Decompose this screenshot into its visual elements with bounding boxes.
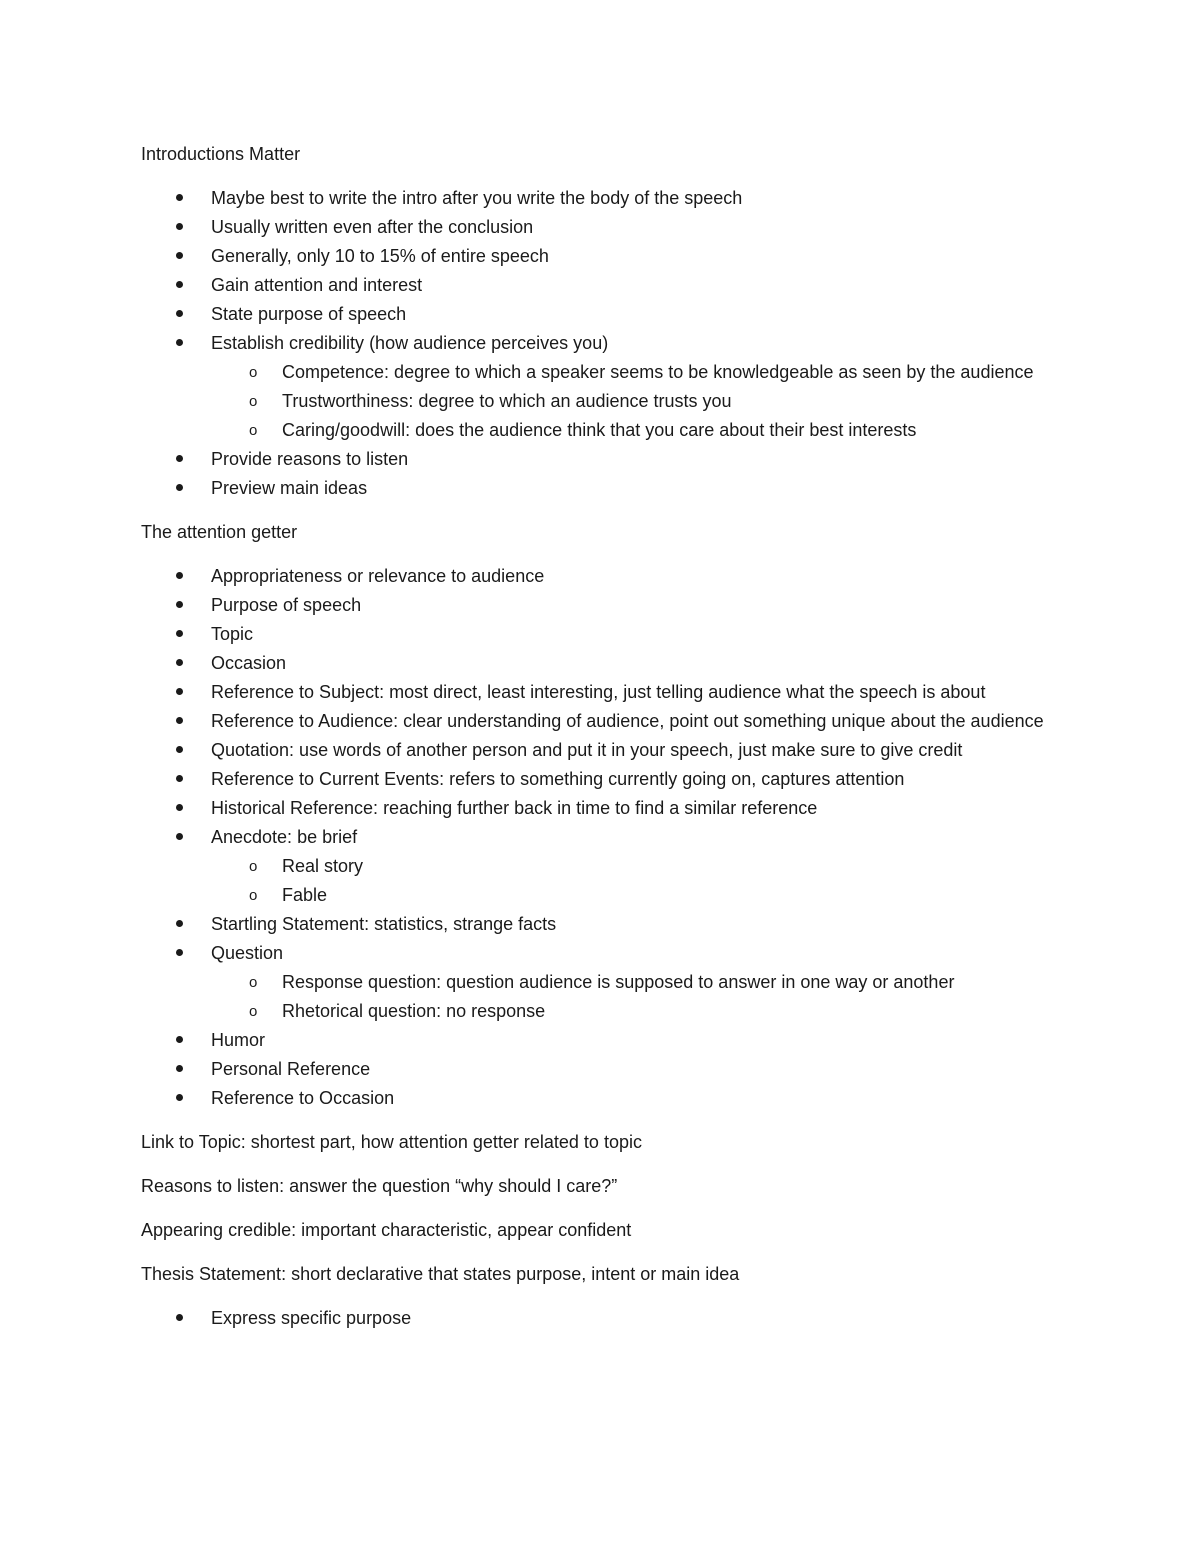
bullet-icon	[174, 939, 184, 968]
list-item: Generally, only 10 to 15% of entire speech	[141, 242, 1071, 271]
attention-getter-list	[141, 562, 1071, 1113]
bullet-icon	[174, 242, 184, 271]
list-item: Startling Statement: statistics, strange facts	[141, 910, 1071, 939]
circle-bullet-icon: o	[249, 364, 258, 381]
bullet-icon	[174, 329, 184, 358]
sub-list-item: o Competence: degree to which a speaker seems to be knowledgeable as seen by the audience	[211, 358, 1071, 387]
list-item: Question o Response question: question audience is supposed to answer in one way or another o Rhetorical question: no response	[141, 939, 1071, 1026]
bullet-icon	[174, 678, 184, 707]
list-item: Personal Reference	[141, 1055, 1071, 1084]
list-item: Express specific purpose	[141, 1304, 1071, 1333]
introductions-list	[141, 184, 1071, 503]
bullet-icon	[174, 1026, 184, 1055]
bullet-icon	[174, 736, 184, 765]
list-item: Anecdote: be brief o Real story o Fable	[141, 823, 1071, 910]
list-item: Reference to Occasion	[141, 1084, 1071, 1113]
paragraph-appearing-credible: Appearing credible: important characteristic, appear confident	[141, 1220, 632, 1240]
list-item: Quotation: use words of another person and put it in your speech, just make sure to give credit	[141, 736, 1071, 765]
bullet-icon	[174, 591, 184, 620]
list-item: Preview main ideas	[141, 474, 1071, 503]
bullet-icon	[174, 184, 184, 213]
bullet-icon	[174, 620, 184, 649]
sub-list-item: o Response question: question audience is supposed to answer in one way or another	[211, 968, 1071, 997]
bullet-icon	[174, 794, 184, 823]
list-item: Reference to Subject: most direct, least interesting, just telling audience what the speech is about	[141, 678, 1071, 707]
list-item: Maybe best to write the intro after you write the body of the speech	[141, 184, 1071, 213]
sub-list-item: o Caring/goodwill: does the audience think that you care about their best interests	[211, 416, 1071, 445]
list-item: Reference to Current Events: refers to something currently going on, captures attention	[141, 765, 1071, 794]
list-item: Humor	[141, 1026, 1071, 1055]
sub-list-item: o Trustworthiness: degree to which an audience trusts you	[211, 387, 1071, 416]
document-page	[141, 140, 1071, 1348]
circle-bullet-icon: o	[249, 393, 258, 410]
credibility-sublist	[211, 358, 1071, 445]
list-item: Usually written even after the conclusion	[141, 213, 1071, 242]
section-heading-introductions: Introductions Matter	[141, 144, 301, 164]
bullet-icon	[174, 300, 184, 329]
list-item: Appropriateness or relevance to audience	[141, 562, 1071, 591]
bullet-icon	[174, 823, 184, 852]
list-item: Historical Reference: reaching further back in time to find a similar reference	[141, 794, 1071, 823]
bullet-icon	[174, 707, 184, 736]
bullet-icon	[174, 213, 184, 242]
circle-bullet-icon: o	[249, 887, 258, 904]
question-sublist	[211, 968, 1071, 1026]
list-item: Occasion	[141, 649, 1071, 678]
paragraph-link-to-topic: Link to Topic: shortest part, how attention getter related to topic	[141, 1132, 642, 1152]
list-item: Reference to Audience: clear understanding of audience, point out something unique about the audience	[141, 707, 1071, 736]
sub-list-item: o Real story	[211, 852, 1071, 881]
section-heading-attention-getter: The attention getter	[141, 522, 298, 542]
bullet-icon	[174, 445, 184, 474]
anecdote-sublist	[211, 852, 1071, 910]
thesis-list	[141, 1304, 1071, 1333]
bullet-icon	[174, 271, 184, 300]
list-item: Topic	[141, 620, 1071, 649]
list-item: Purpose of speech	[141, 591, 1071, 620]
sub-list-item: o Fable	[211, 881, 1071, 910]
sub-list-item: o Rhetorical question: no response	[211, 997, 1071, 1026]
circle-bullet-icon: o	[249, 1003, 258, 1020]
list-item: Establish credibility (how audience perceives you) o Competence: degree to which a speaker seems to be knowledgeable as seen by the audience o Trustworthiness: degree to which an audience trusts you o Caring/goodwill: does the audience think that you care about their best interests	[141, 329, 1071, 445]
paragraph-reasons-to-listen: Reasons to listen: answer the question “why should I care?”	[141, 1176, 618, 1196]
bullet-icon	[174, 765, 184, 794]
circle-bullet-icon: o	[249, 974, 258, 991]
bullet-icon	[174, 1055, 184, 1084]
circle-bullet-icon: o	[249, 422, 258, 439]
bullet-icon	[174, 1084, 184, 1113]
bullet-icon	[174, 910, 184, 939]
list-item: Gain attention and interest	[141, 271, 1071, 300]
bullet-icon	[174, 474, 184, 503]
bullet-icon	[174, 649, 184, 678]
bullet-icon	[174, 1304, 184, 1333]
circle-bullet-icon: o	[249, 858, 258, 875]
list-item: State purpose of speech	[141, 300, 1071, 329]
list-item: Provide reasons to listen	[141, 445, 1071, 474]
bullet-icon	[174, 562, 184, 591]
paragraph-thesis-statement: Thesis Statement: short declarative that states purpose, intent or main idea	[141, 1264, 740, 1284]
